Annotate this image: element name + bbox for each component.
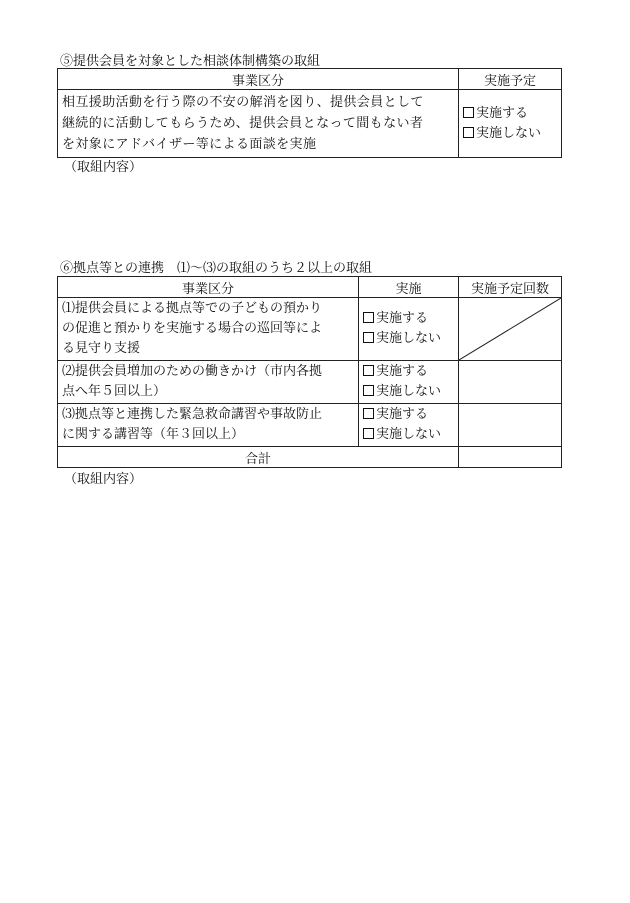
checkbox-icon[interactable] (363, 385, 374, 396)
option-not-implement[interactable] (363, 382, 454, 402)
desc-line: ⑵提供会員増加のための働きかけ（市内各拠 (62, 364, 323, 379)
row-1-description (58, 298, 359, 361)
section-6-note: （取組内容） (64, 472, 143, 487)
plan-options (459, 90, 562, 158)
checkbox-icon[interactable] (363, 365, 374, 376)
option-label: 実施しない (376, 331, 442, 346)
checkbox-icon[interactable] (463, 107, 474, 118)
section-5-table (57, 68, 562, 158)
header-implement: 実施 (359, 277, 459, 298)
total-label: 合計 (58, 447, 459, 468)
header-category: 事業区分 (58, 277, 359, 298)
desc-line: に関する講習等（年３回以上） (62, 427, 245, 442)
row-3-count-input[interactable] (459, 404, 562, 447)
option-implement[interactable] (363, 405, 454, 425)
header-planned-count: 実施予定回数 (459, 277, 562, 298)
option-not-implement[interactable] (363, 329, 454, 349)
total-count-input[interactable] (459, 447, 562, 468)
row-1-count-crossed (459, 298, 562, 361)
option-label: 実施しない (376, 427, 442, 442)
option-not-implement[interactable] (363, 425, 454, 445)
section-5-note: （取組内容） (64, 160, 143, 175)
row-3-options (359, 404, 459, 447)
option-label: 実施する (476, 105, 529, 121)
desc-line: の促進と預かりを実施する場合の巡回等によ (62, 321, 323, 336)
checkbox-icon[interactable] (363, 408, 374, 419)
row-2-description (58, 361, 359, 404)
header-category: 事業区分 (58, 69, 459, 90)
checkbox-icon[interactable] (363, 332, 374, 343)
row-2-options (359, 361, 459, 404)
row-3-description (58, 404, 359, 447)
section-6-title: ⑥拠点等との連携 ⑴～⑶の取組のうち２以上の取組 (60, 261, 373, 276)
option-label: 実施する (376, 364, 429, 379)
option-label: 実施しない (476, 125, 542, 141)
desc-line: ⑶拠点等と連携した緊急救命講習や事故防止 (62, 407, 323, 422)
option-label: 実施しない (376, 384, 442, 399)
checkbox-icon[interactable] (363, 312, 374, 323)
category-description (58, 90, 459, 158)
row-2-count-input[interactable] (459, 361, 562, 404)
option-implement[interactable] (363, 309, 454, 329)
desc-line: る見守り支援 (62, 341, 141, 356)
option-not-implement[interactable] (463, 124, 557, 144)
desc-line: ⑴提供会員による拠点等での子どもの預かり (62, 301, 323, 316)
option-label: 実施する (376, 311, 429, 326)
section-6-table (57, 276, 562, 468)
desc-line: 相互援助活動を行う際の不安の解消を図り、提供会員として (62, 95, 424, 110)
option-label: 実施する (376, 407, 429, 422)
option-implement[interactable] (363, 362, 454, 382)
desc-line: 継続的に活動してもらうため、提供会員となって間もない者 (62, 116, 424, 131)
desc-line: を対象にアドバイザー等による面談を実施 (62, 137, 317, 152)
option-implement[interactable] (463, 104, 557, 124)
checkbox-icon[interactable] (463, 127, 474, 138)
section-5-title: ⑤提供会員を対象とした相談体制構築の取組 (60, 54, 321, 69)
header-plan: 実施予定 (459, 69, 562, 90)
diagonal-line-icon (459, 298, 561, 360)
row-1-options (359, 298, 459, 361)
desc-line: 点へ年５回以上） (62, 384, 167, 399)
checkbox-icon[interactable] (363, 428, 374, 439)
